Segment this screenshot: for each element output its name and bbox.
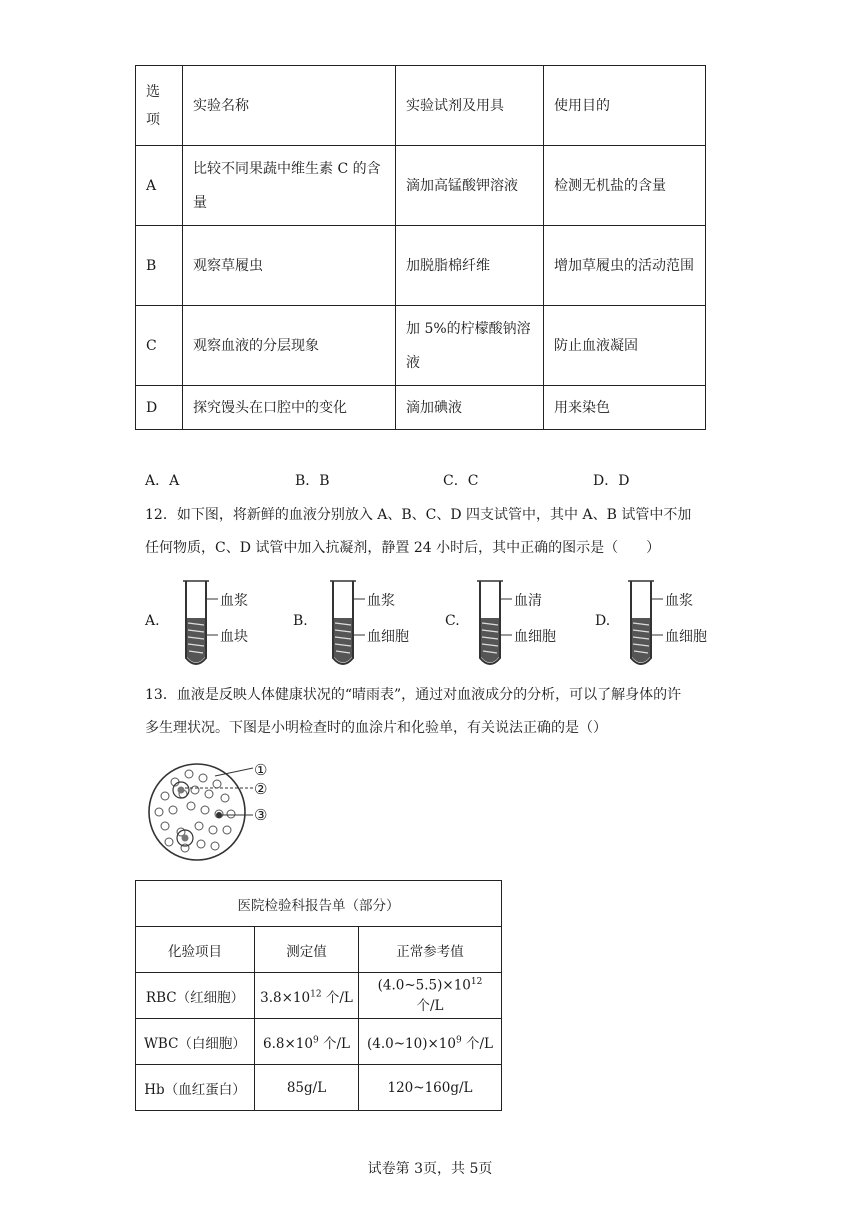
header-name: 实验名称: [183, 66, 396, 146]
row-option: B: [136, 226, 183, 306]
option-a[interactable]: A．A: [145, 473, 180, 489]
tube-a-bottom-label: 血块: [220, 629, 248, 645]
tube-c-letter[interactable]: C.: [445, 613, 460, 629]
report-reference: $(4.0\sim 5.5)\times 10^{12}$ 个/L: [359, 973, 502, 1019]
table-row: [136, 226, 706, 306]
option-b[interactable]: B．B: [295, 473, 330, 489]
tube-b-letter[interactable]: B.: [293, 613, 308, 629]
header-reference: 正常参考值: [359, 927, 502, 973]
option-d[interactable]: D．D: [593, 473, 630, 489]
experiment-table: [135, 65, 706, 430]
report-item: RBC（红细胞）: [136, 973, 255, 1019]
report-value: $6.8\times 10^9$ 个/L: [255, 1019, 359, 1065]
table-row: [136, 306, 706, 386]
tube-c-bottom-label: 血细胞: [514, 629, 556, 645]
tube-c-top-label: 血清: [514, 593, 542, 609]
report-item: Hb（血红蛋白）: [136, 1065, 255, 1111]
lab-report-table: [135, 880, 502, 1111]
table-row: [136, 386, 706, 430]
q13-line1: 13．血液是反映人体健康状况的“晴雨表”，通过对血液成分的分析，可以了解身体的许: [145, 687, 682, 703]
row-name: 观察草履虫: [183, 226, 396, 306]
table-row: [136, 973, 502, 1019]
report-value: $3.8\times 10^{12}$ 个/L: [255, 973, 359, 1019]
row-purpose: 增加草履虫的活动范围: [544, 226, 706, 306]
row-option: C: [136, 306, 183, 386]
row-name: 探究馒头在口腔中的变化: [183, 386, 396, 430]
row-option: D: [136, 386, 183, 430]
report-title: 医院检验科报告单（部分）: [136, 881, 502, 927]
page-footer: 试卷第 3页，共 5页: [367, 1161, 493, 1177]
tube-a-letter[interactable]: A.: [145, 613, 160, 629]
report-title-row: [136, 881, 502, 927]
report-reference: $(4.0\sim 10)\times 10^9$ 个/L: [359, 1019, 502, 1065]
report-item: WBC（白细胞）: [136, 1019, 255, 1065]
tube-a-top-label: 血浆: [220, 593, 248, 609]
row-option: A: [136, 146, 183, 226]
question-12: [145, 499, 730, 565]
report-value: 85g/L: [255, 1065, 359, 1111]
table-row: [136, 1019, 502, 1065]
smear-label-2: ②: [254, 780, 268, 798]
q12-line2: 任何物质，C、D 试管中加入抗凝剂，静置 24 小时后，其中正确的图示是（ ）: [145, 540, 661, 556]
row-purpose: 用来染色: [544, 386, 706, 430]
tube-b-bottom-label: 血细胞: [367, 629, 409, 645]
smear-label-1: ①: [254, 761, 268, 779]
q12-line1: 12．如下图，将新鲜的血液分别放入 A、B、C、D 四支试管中，其中 A、B 试管中不加: [145, 507, 692, 523]
row-reagent: 加 5%的柠檬酸钠溶液: [396, 306, 544, 386]
header-item: 化验项目: [136, 927, 255, 973]
report-header-row: [136, 927, 502, 973]
tube-b-top-label: 血浆: [367, 593, 395, 609]
report-reference: 120~160g/L: [359, 1065, 502, 1111]
header-option: 选项: [136, 66, 183, 146]
row-name: 比较不同果蔬中维生素 C 的含量: [183, 146, 396, 226]
header-value: 测定值: [255, 927, 359, 973]
tube-d-letter[interactable]: D.: [595, 613, 611, 629]
q13-line2: 多生理状况。下图是小明检查时的血涂片和化验单，有关说法正确的是（）: [145, 720, 607, 736]
row-purpose: 防止血液凝固: [544, 306, 706, 386]
question-13: [145, 679, 730, 745]
header-reagent: 实验试剂及用具: [396, 66, 544, 146]
option-c[interactable]: C．C: [443, 473, 479, 489]
row-reagent: 加脱脂棉纤维: [396, 226, 544, 306]
tube-d-bottom-label: 血细胞: [665, 629, 707, 645]
table-header-row: [136, 66, 706, 146]
row-name: 观察血液的分层现象: [183, 306, 396, 386]
row-purpose: 检测无机盐的含量: [544, 146, 706, 226]
row-reagent: 滴加高锰酸钾溶液: [396, 146, 544, 226]
table-row: [136, 146, 706, 226]
row-reagent: 滴加碘液: [396, 386, 544, 430]
header-purpose: 使用目的: [544, 66, 706, 146]
table-row: [136, 1065, 502, 1111]
tube-d-top-label: 血浆: [665, 593, 693, 609]
smear-label-3: ③: [254, 806, 268, 824]
